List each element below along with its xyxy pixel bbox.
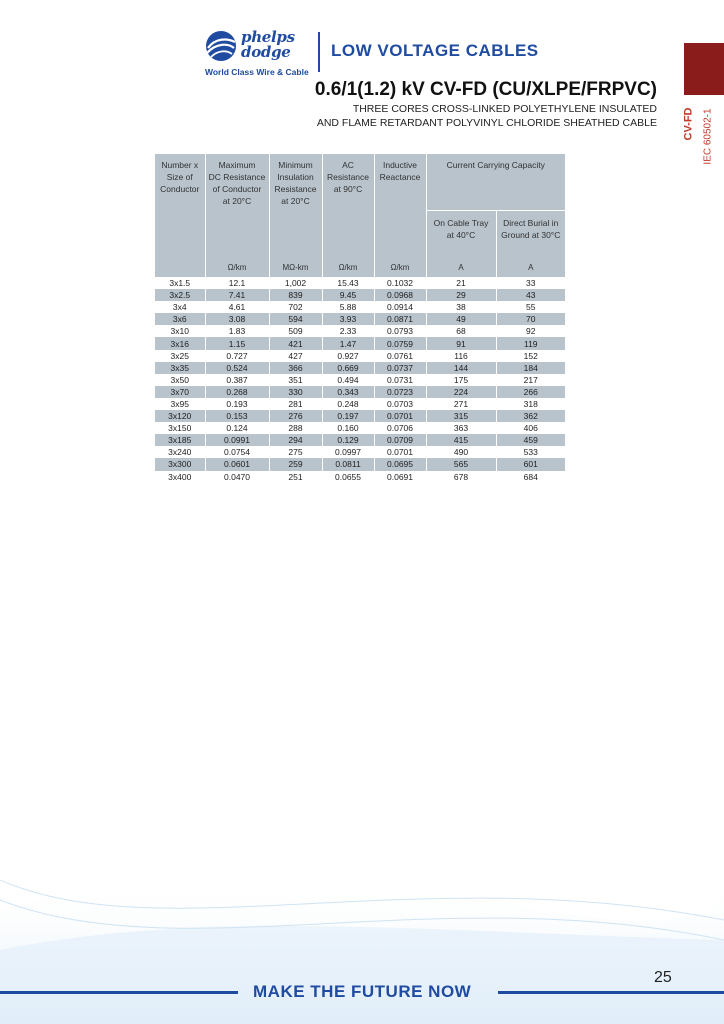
table-cell: 315 xyxy=(426,410,496,422)
table-cell: 116 xyxy=(426,350,496,362)
table-cell: 406 xyxy=(523,423,538,434)
table-cell: 3x25 xyxy=(155,350,205,362)
unit-cell: Ω/km xyxy=(205,260,269,277)
table-cell: 175 xyxy=(426,374,496,386)
table-cell: 29 xyxy=(426,289,496,301)
table-cell: 1.83 xyxy=(205,325,269,337)
table-cell: 415 xyxy=(426,434,496,446)
table-cell: 0.129 xyxy=(322,434,374,446)
table-cell: 2.33 xyxy=(322,325,374,337)
table-cell: 0.494 xyxy=(322,374,374,386)
table-cell: 0.197 xyxy=(322,410,374,422)
table-cell: 0.0709 xyxy=(374,434,426,446)
col-header-cable-tray xyxy=(426,210,496,260)
table-row xyxy=(155,362,565,374)
table-cell: 21 xyxy=(426,277,496,289)
table-cell: 9.45 xyxy=(322,289,374,301)
table-cell: 3x16 xyxy=(155,337,205,349)
table-cell: 0.0691 xyxy=(374,471,426,483)
table-cell: 0.0997 xyxy=(322,446,374,458)
table-cell: 702 xyxy=(269,301,322,313)
table-cell: 839 xyxy=(269,289,322,301)
table-cell: 3x35 xyxy=(155,362,205,374)
col-header-ac-resistance xyxy=(322,154,374,260)
table-cell: 1.15 xyxy=(205,337,269,349)
brand-name xyxy=(241,30,295,60)
table-cell: 0.0737 xyxy=(374,362,426,374)
table-row xyxy=(155,289,565,301)
table-cell: 33 xyxy=(526,278,536,289)
brand-name-line2: dodge xyxy=(241,43,291,61)
table-cell: 594 xyxy=(269,313,322,325)
table-cell: 0.0731 xyxy=(374,374,426,386)
table-row xyxy=(155,398,565,410)
table-cell: 224 xyxy=(426,386,496,398)
table-cell: 4.61 xyxy=(205,301,269,313)
table-cell: 7.41 xyxy=(205,289,269,301)
col-header-reactance-text: Inductive Reactance xyxy=(379,160,421,182)
table-cell: 91 xyxy=(426,337,496,349)
col-header-size-text: Number x Size of Conductor xyxy=(160,160,200,194)
table-cell: 0.0968 xyxy=(374,289,426,301)
table-cell: 459 xyxy=(496,434,565,446)
table-cell: 0.0871 xyxy=(374,313,426,325)
table-cell: 3.08 xyxy=(205,313,269,325)
table-cell: 55 xyxy=(526,302,536,313)
table-cell: 0.193 xyxy=(205,398,269,410)
col-header-insulation xyxy=(269,154,322,260)
table-cell: 0.0914 xyxy=(374,301,426,313)
table-cell: 0.0759 xyxy=(374,337,426,349)
units-row xyxy=(155,260,565,277)
section-title: LOW VOLTAGE CABLES xyxy=(331,41,539,60)
col-header-reactance xyxy=(374,154,426,260)
spec-table-body xyxy=(155,277,565,483)
table-cell: 0.0706 xyxy=(374,422,426,434)
table-cell: 15.43 xyxy=(322,277,374,289)
table-cell: 509 xyxy=(269,325,322,337)
col-header-ac-resistance-text: AC Resistance at 90°C xyxy=(326,160,370,194)
table-cell: 294 xyxy=(269,434,322,446)
unit-cell xyxy=(155,260,205,277)
table-cell: 533 xyxy=(523,447,538,458)
table-cell: 49 xyxy=(426,313,496,325)
table-cell: 3x300 xyxy=(155,458,205,470)
table-cell: 184 xyxy=(496,362,565,374)
unit-cell: A xyxy=(496,260,565,277)
table-cell: 251 xyxy=(269,471,322,483)
table-cell: 217 xyxy=(523,374,538,385)
table-cell: 144 xyxy=(426,362,496,374)
col-header-cable-tray-text: On Cable Tray at 40°C xyxy=(433,217,489,240)
table-cell: 1,002 xyxy=(269,277,322,289)
table-cell: 92 xyxy=(526,326,536,337)
table-cell: 330 xyxy=(269,386,322,398)
col-header-size xyxy=(155,154,205,260)
table-cell: 3x95 xyxy=(155,398,205,410)
table-cell: 3.93 xyxy=(322,313,374,325)
table-cell: 3x50 xyxy=(155,374,205,386)
table-cell: 68 xyxy=(426,325,496,337)
table-cell: 0.0601 xyxy=(205,458,269,470)
brand-tagline: World Class Wire & Cable xyxy=(205,67,309,77)
footer-slogan: MAKE THE FUTURE NOW xyxy=(253,982,472,1001)
unit-cell: Ω/km xyxy=(374,260,426,277)
table-cell: 684 xyxy=(523,471,538,482)
table-cell: 266 xyxy=(496,386,565,398)
table-cell: 0.343 xyxy=(322,386,374,398)
table-cell: 0.0754 xyxy=(205,446,269,458)
table-row xyxy=(155,374,565,386)
table-row xyxy=(155,325,565,337)
table-cell: 0.524 xyxy=(205,362,269,374)
col-header-insulation-text: Minimum Insulation Resistance at 20°C xyxy=(274,160,317,206)
footer-line-left xyxy=(0,991,238,994)
table-row xyxy=(155,446,565,458)
table-cell: 3x70 xyxy=(155,386,205,398)
table-cell: 0.0793 xyxy=(374,325,426,337)
table-cell: 0.669 xyxy=(322,362,374,374)
table-cell: 12.1 xyxy=(205,277,269,289)
table-cell: 362 xyxy=(496,410,565,422)
table-cell: 38 xyxy=(426,301,496,313)
company-logo xyxy=(205,28,309,80)
table-cell: 427 xyxy=(269,350,322,362)
table-cell: 0.124 xyxy=(205,422,269,434)
page-subtitle-line2: AND FLAME RETARDANT POLYVINYL CHLORIDE SHEATHED CABLE xyxy=(316,117,657,129)
table-cell: 0.0723 xyxy=(374,386,426,398)
table-cell: 276 xyxy=(269,410,322,422)
table-cell: 70 xyxy=(496,313,565,325)
table-cell: 0.0811 xyxy=(322,458,374,470)
table-row xyxy=(155,350,565,362)
col-header-current-capacity-text: Current Carrying Capacity xyxy=(446,160,545,170)
header-divider xyxy=(318,32,320,72)
table-row xyxy=(155,386,565,398)
table-cell: 1.47 xyxy=(322,337,374,349)
table-cell: 0.0703 xyxy=(374,398,426,410)
table-cell: 288 xyxy=(269,422,322,434)
col-header-direct-burial xyxy=(496,210,565,260)
table-cell: 565 xyxy=(426,458,496,470)
table-cell: 0.268 xyxy=(205,386,269,398)
table-cell: 3x150 xyxy=(155,422,205,434)
table-cell: 0.387 xyxy=(205,374,269,386)
page-number: 25 xyxy=(654,969,672,986)
table-cell: 152 xyxy=(523,350,538,361)
table-cell: 3x185 xyxy=(155,434,205,446)
brand-name-line1: phelps xyxy=(241,28,295,46)
table-row xyxy=(155,434,565,446)
table-row xyxy=(155,458,565,470)
col-header-current-capacity xyxy=(426,154,565,210)
side-tab-block xyxy=(684,43,724,95)
table-cell: 259 xyxy=(269,458,322,470)
table-cell: 281 xyxy=(269,398,322,410)
globe-swoosh-logo-icon xyxy=(205,30,237,62)
table-cell: 0.248 xyxy=(322,398,374,410)
table-cell: 3x2.5 xyxy=(155,289,205,301)
footer-line-right xyxy=(498,991,724,994)
side-tab-code: CV-FD xyxy=(682,107,695,141)
table-cell: 3x4 xyxy=(155,301,205,313)
table-cell: 601 xyxy=(496,458,565,470)
table-cell: 3x1.5 xyxy=(155,277,205,289)
table-cell: 351 xyxy=(269,374,322,386)
table-row xyxy=(155,422,565,434)
page-title: 0.6/1(1.2) kV CV-FD (CU/XLPE/FRPVC) xyxy=(314,79,657,100)
table-row xyxy=(155,410,565,422)
page-subtitle-line1: THREE CORES CROSS-LINKED POLYETHYLENE INSULATED xyxy=(352,103,657,115)
table-cell: 119 xyxy=(496,337,565,349)
table-cell: 0.727 xyxy=(205,350,269,362)
table-row xyxy=(155,277,565,289)
table-cell: 490 xyxy=(426,446,496,458)
side-tab-standard: IEC 60502-1 xyxy=(702,108,714,165)
table-cell: 0.0655 xyxy=(322,471,374,483)
table-cell: 43 xyxy=(496,289,565,301)
unit-cell: Ω/km xyxy=(322,260,374,277)
table-cell: 3x240 xyxy=(155,446,205,458)
table-cell: 0.0701 xyxy=(374,410,426,422)
table-cell: 275 xyxy=(269,446,322,458)
table-cell: 366 xyxy=(269,362,322,374)
table-cell: 3x6 xyxy=(155,313,205,325)
col-header-dc-resistance-text: Maximum DC Resistance of Conductor at 20°C xyxy=(208,160,266,206)
table-cell: 5.88 xyxy=(322,301,374,313)
table-cell: 0.1032 xyxy=(374,277,426,289)
table-row xyxy=(155,313,565,325)
table-cell: 678 xyxy=(426,471,496,483)
spec-table xyxy=(155,154,565,483)
table-cell: 3x120 xyxy=(155,410,205,422)
col-header-direct-burial-text: Direct Burial in Ground at 30°C xyxy=(501,217,561,240)
table-cell: 0.0470 xyxy=(205,471,269,483)
col-header-dc-resistance xyxy=(205,154,269,260)
unit-cell: A xyxy=(426,260,496,277)
table-cell: 271 xyxy=(426,398,496,410)
table-cell: 0.153 xyxy=(205,410,269,422)
unit-cell: MΩ-km xyxy=(269,260,322,277)
table-cell: 3x10 xyxy=(155,325,205,337)
table-row xyxy=(155,471,565,483)
table-cell: 421 xyxy=(269,337,322,349)
table-cell: 0.927 xyxy=(322,350,374,362)
table-cell: 363 xyxy=(426,422,496,434)
table-row xyxy=(155,337,565,349)
table-cell: 3x400 xyxy=(155,471,205,483)
table-cell: 0.0761 xyxy=(374,350,426,362)
table-cell: 0.160 xyxy=(322,422,374,434)
table-cell: 0.0991 xyxy=(205,434,269,446)
table-row xyxy=(155,301,565,313)
table-cell: 318 xyxy=(523,398,538,409)
table-cell: 0.0701 xyxy=(374,446,426,458)
table-cell: 0.0695 xyxy=(374,458,426,470)
